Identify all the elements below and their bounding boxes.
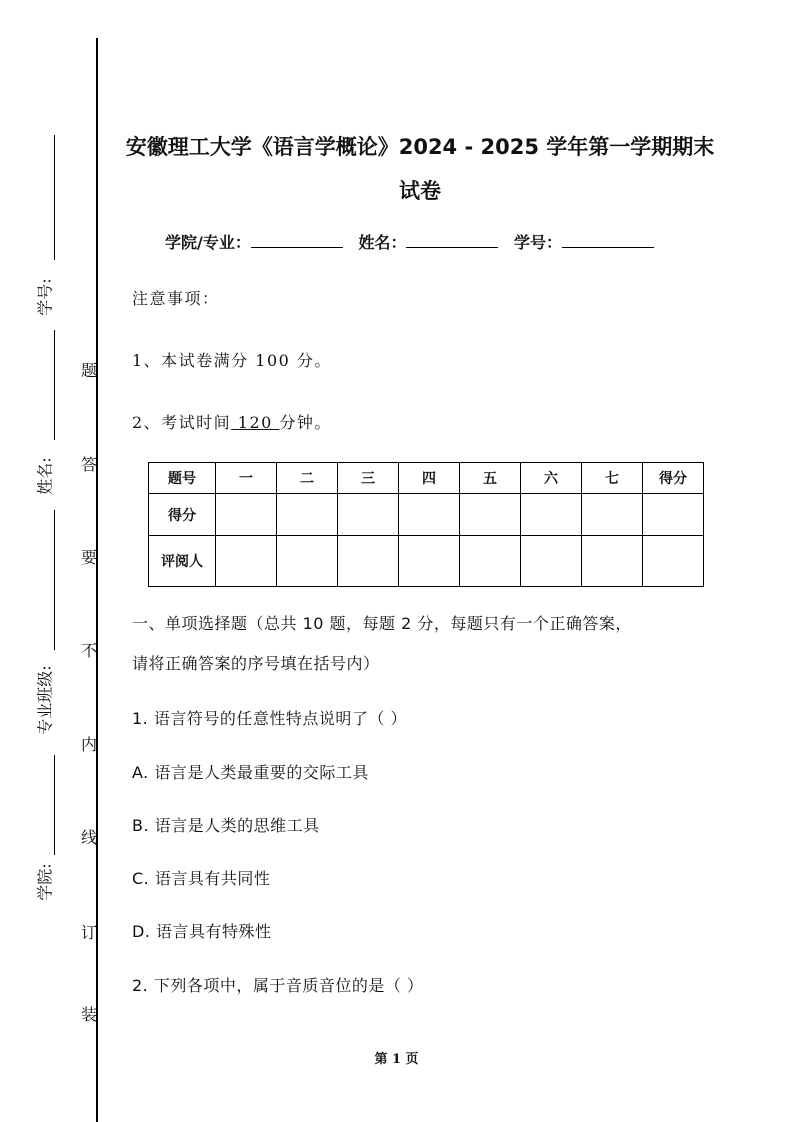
margin-college-label: 学院: <box>35 863 55 901</box>
name-field[interactable] <box>406 233 498 248</box>
name-line <box>54 330 55 440</box>
row-label: 得分 <box>149 494 216 536</box>
student-info <box>165 230 664 253</box>
binding-line <box>96 38 98 1122</box>
exam-duration: 120 <box>231 413 280 432</box>
id-line <box>54 135 55 260</box>
college-label: 学院/专业： <box>165 233 251 252</box>
question-2: 2. 下列各项中，属于音质音位的是（ ） <box>132 976 424 995</box>
id-label: 学号： <box>514 233 563 252</box>
note-1: 1、本试卷满分 100 分。 <box>132 351 332 370</box>
option-d: D. 语言具有特殊性 <box>132 922 272 941</box>
note-2-text: 2、考试时间 <box>132 413 232 432</box>
header-cell: 七 <box>582 463 643 494</box>
option-b: B. 语言是人类的思维工具 <box>132 816 320 835</box>
header-cell: 题号 <box>149 463 216 494</box>
score-table <box>148 462 704 587</box>
header-cell: 六 <box>521 463 582 494</box>
note-2 <box>132 410 332 433</box>
id-field[interactable] <box>562 233 654 248</box>
question-1: 1. 语言符号的任意性特点说明了（ ） <box>132 709 407 728</box>
row-label: 评阅人 <box>149 536 216 587</box>
seal-char: 订 <box>80 923 97 942</box>
page-title: 安徽理工大学《语言学概论》2024 - 2025 学年第一学期期末试卷 <box>125 135 715 203</box>
margin-id-label: 学号: <box>35 278 55 316</box>
seal-char: 不 <box>80 641 97 660</box>
class-line <box>54 510 55 650</box>
college-line <box>54 755 55 855</box>
seal-char: 线 <box>80 828 97 847</box>
page-number: 第 1 页 <box>374 1052 419 1067</box>
header-cell: 四 <box>399 463 460 494</box>
seal-char: 题 <box>80 361 97 380</box>
header-cell: 五 <box>460 463 521 494</box>
notes-heading: 注意事项： <box>132 289 220 308</box>
option-c: C. 语言具有共同性 <box>132 869 271 888</box>
margin-name-label: 姓名: <box>35 457 55 495</box>
section-heading-line1: 一、单项选择题（总共 10 题，每题 2 分，每题只有一个正确答案， <box>132 614 632 633</box>
note-2-unit: 分钟。 <box>279 413 332 432</box>
seal-char: 内 <box>80 735 97 754</box>
header-cell: 二 <box>277 463 338 494</box>
header-cell: 一 <box>216 463 277 494</box>
seal-char: 要 <box>80 548 97 567</box>
header-cell: 三 <box>338 463 399 494</box>
margin-class-label: 专业班级: <box>35 665 55 735</box>
option-a: A. 语言是人类最重要的交际工具 <box>132 763 369 782</box>
name-label: 姓名： <box>358 233 407 252</box>
header-cell: 得分 <box>643 463 704 494</box>
section-heading-line2: 请将正确答案的序号填在括号内） <box>132 654 380 673</box>
seal-char: 装 <box>80 1005 97 1024</box>
seal-char: 答 <box>80 455 97 474</box>
college-field[interactable] <box>251 233 343 248</box>
